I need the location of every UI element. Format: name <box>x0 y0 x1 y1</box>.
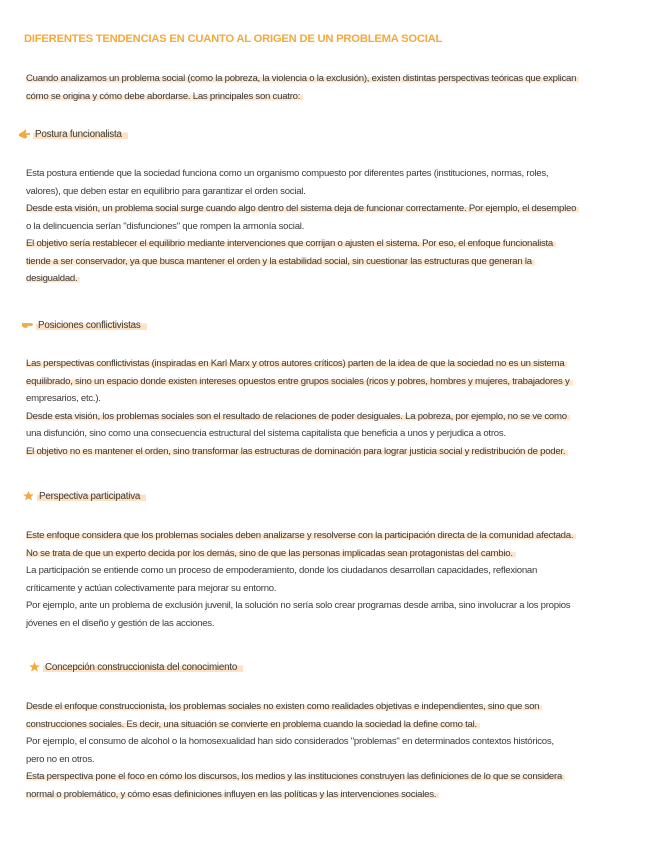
body-line: desigualdad. <box>26 273 80 284</box>
page-title: DIFERENTES TENDENCIAS EN CUANTO AL ORIGEN DE UN PROBLEMA SOCIAL <box>24 33 443 45</box>
section-heading-construccionista <box>28 661 243 673</box>
intro-line: Cuando analizamos un problema social (como la pobreza, la violencia o la exclusión), existen distintas perspectivas teóricas que explican <box>26 73 579 84</box>
body-line: pero no en otros. <box>26 753 95 765</box>
section-heading-label: Concepción construccionista del conocimiento <box>43 662 243 673</box>
section-heading-conflictivistas <box>21 319 147 331</box>
section-heading-label: Perspectiva participativa <box>37 491 146 502</box>
body-line: normal o problemático, y cómo esas definiciones influyen en las políticas y las intervenciones sociales. <box>26 789 439 800</box>
intro-paragraph <box>26 70 626 105</box>
section-heading-label: Posiciones conflictivistas <box>36 320 147 331</box>
section-heading-participativa <box>22 490 146 502</box>
body-line: Desde esta visión, los problemas sociales son el resultado de relaciones de poder desiguales. La pobreza, por ejemplo, no se ve como <box>26 411 570 422</box>
body-line: Por ejemplo, ante un problema de exclusión juvenil, la solución no sería solo crear programas desde arriba, sino involucrar a los propios <box>26 600 571 611</box>
body-line: La participación se entiende como un proceso de empoderamiento, donde los ciudadanos desarrollan capacidades, reflexionan <box>26 565 538 576</box>
section-body-funcionalista <box>26 165 626 288</box>
body-line: tiende a ser conservador, ya que busca mantener el orden y la estabilidad social, sin cuestionar las estructuras que generan la <box>26 256 535 267</box>
body-line: valores), que deben estar en equilibrio para garantizar el orden social. <box>26 185 306 197</box>
intro-line: cómo se origina y cómo debe abordarse. Las principales son cuatro: <box>26 91 303 102</box>
body-line: Esta perspectiva pone el foco en cómo los discursos, los medios y las instituciones construyen las definiciones de lo que se considera <box>26 771 565 782</box>
body-line: críticamente y actúan colectivamente para mejorar su entorno. <box>26 582 277 594</box>
body-line: empresarios, etc.). <box>26 393 101 404</box>
body-line: Desde el enfoque construccionista, los problemas sociales no existen como realidades objetivas e independientes, sino que son <box>26 701 542 712</box>
section-heading-label: Postura funcionalista <box>33 129 128 140</box>
sparkle-star-icon <box>28 661 41 673</box>
section-body-participativa <box>26 527 626 632</box>
body-line: No se trata de que un experto decida por los demás, sino de que las personas implicadas sean protagonistas del cambio. <box>26 548 516 559</box>
section-body-conflictivistas <box>26 355 626 460</box>
body-line: El objetivo no es mantener el orden, sino transformar las estructuras de dominación para lograr justicia social y redistribución de poder. <box>26 446 568 457</box>
body-line: una disfunción, sino como una consecuencia estructural del sistema capitalista que beneficia a unos y perjudica a otros. <box>26 428 506 439</box>
body-line: Esta postura entiende que la sociedad funciona como un organismo compuesto por diferentes partes (instituciones, normas, roles, <box>26 168 549 179</box>
body-line: o la delincuencia serían "disfunciones" que rompen la armonía social. <box>26 220 305 232</box>
section-heading-funcionalista <box>18 128 128 140</box>
body-line: equilibrado, sino un espacio donde existen intereses opuestos entre grupos sociales (ricos y pobres, hombres y mujeres, trabajadores y <box>26 376 573 387</box>
body-line: Las perspectivas conflictivistas (inspiradas en Karl Marx y otros autores críticos) parten de la idea de que la sociedad no es un sistema <box>26 358 567 369</box>
body-line: Desde esta visión, un problema social surge cuando algo dentro del sistema deja de funcionar correctamente. Por ejemplo, el desempleo <box>26 203 579 214</box>
pointing-finger-icon <box>21 319 34 331</box>
body-line: Por ejemplo, el consumo de alcohol o la homosexualidad han sido considerados "problemas" en determinados contextos históricos, <box>26 736 554 747</box>
hand-pointing-icon <box>18 128 31 140</box>
body-line: construcciones sociales. Es decir, una situación se convierte en problema cuando la sociedad la define como tal. <box>26 719 480 730</box>
star-icon <box>22 490 35 502</box>
section-body-construccionista <box>26 698 626 803</box>
body-line: Este enfoque considera que los problemas sociales deben analizarse y resolverse con la participación directa de la comunidad afectada. <box>26 530 576 541</box>
body-line: El objetivo sería restablecer el equilibrio mediante intervenciones que corrijan o ajusten el sistema. Por eso, el enfoque funcionalista <box>26 238 556 249</box>
body-line: jóvenes en el diseño y gestión de las acciones. <box>26 617 215 629</box>
